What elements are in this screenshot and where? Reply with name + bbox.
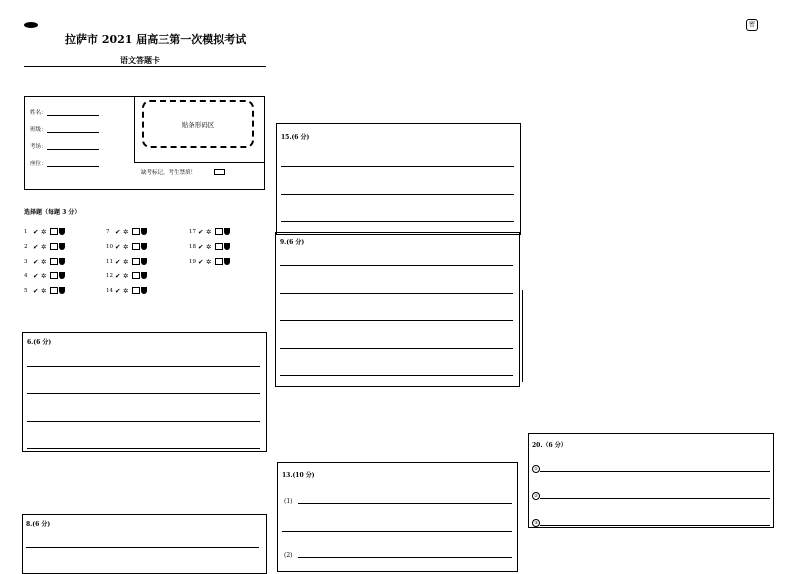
choice-item [106, 243, 158, 252]
writing-line[interactable] [540, 471, 770, 472]
option-check[interactable]: ✔ [33, 287, 39, 295]
choice-section-title: 选择题（每题 3 分） [24, 209, 81, 216]
writing-line[interactable] [280, 348, 513, 349]
writing-line[interactable] [280, 320, 513, 321]
class-field[interactable] [47, 132, 99, 133]
info-divider [134, 162, 265, 163]
choice-number: 17 [189, 229, 196, 235]
choice-number: 14 [106, 288, 113, 294]
writing-line[interactable] [27, 366, 260, 367]
choice-item [24, 287, 76, 296]
answer-box-q9 [275, 232, 520, 387]
question-label-q6: 6.(6 分) [27, 339, 52, 346]
corner-mark: 密 [746, 19, 758, 31]
choice-number: 18 [189, 244, 196, 250]
choice-item [106, 272, 158, 281]
option-check[interactable]: ✔ [33, 243, 39, 251]
option-shield-icon[interactable] [59, 287, 65, 294]
option-box[interactable] [215, 228, 223, 235]
option-star[interactable]: ✲ [41, 258, 47, 266]
option-shield-icon[interactable] [141, 243, 147, 250]
option-star[interactable]: ✲ [41, 228, 47, 236]
choice-number: 11 [106, 259, 113, 265]
name-field[interactable] [47, 115, 99, 116]
choice-item [189, 243, 241, 252]
choice-number: 5 [24, 288, 28, 294]
circled-number-3: ③ [532, 519, 540, 527]
option-shield-icon[interactable] [224, 228, 230, 235]
choice-item [106, 258, 158, 267]
option-box[interactable] [215, 243, 223, 250]
choice-item [106, 228, 158, 237]
choice-number: 4 [24, 273, 28, 279]
sub-question-label: (2) [284, 552, 293, 559]
barcode-label: 贴条形码区 [181, 120, 215, 129]
choice-number: 10 [106, 244, 113, 250]
option-star[interactable]: ✲ [41, 287, 47, 295]
writing-line[interactable] [281, 194, 514, 195]
option-star[interactable]: ✲ [123, 228, 129, 236]
box-edge [520, 290, 523, 382]
barcode-area [142, 100, 254, 148]
choice-number: 2 [24, 244, 28, 250]
seat-label: 座位： [30, 161, 47, 167]
writing-line[interactable] [540, 525, 770, 526]
question-label-q8: 8.(6 分) [26, 521, 51, 528]
option-shield-icon[interactable] [59, 228, 65, 235]
corner-blob-icon [24, 22, 38, 28]
writing-line[interactable] [281, 166, 514, 167]
choice-item [24, 243, 76, 252]
answer-box-q8 [22, 514, 267, 574]
writing-line[interactable] [281, 221, 514, 222]
circled-number-1: ① [532, 465, 540, 473]
choice-number: 1 [24, 229, 28, 235]
option-check[interactable]: ✔ [33, 272, 39, 280]
option-star[interactable]: ✲ [123, 287, 129, 295]
question-label-q13: 13.(10 分) [282, 472, 315, 479]
option-box[interactable] [50, 287, 58, 294]
option-check[interactable]: ✔ [198, 243, 204, 251]
circled-number-2: ② [532, 492, 540, 500]
option-star[interactable]: ✲ [206, 243, 212, 251]
option-box[interactable] [132, 287, 140, 294]
title-underline [24, 66, 266, 67]
writing-line[interactable] [282, 531, 512, 532]
exam-room-field[interactable] [47, 149, 99, 150]
option-star[interactable]: ✲ [123, 258, 129, 266]
option-check[interactable]: ✔ [115, 243, 121, 251]
option-star[interactable]: ✲ [206, 228, 212, 236]
option-shield-icon[interactable] [141, 272, 147, 279]
answer-box-q15 [276, 123, 521, 235]
question-label-q9: 9.(6 分) [280, 239, 305, 246]
choice-item [24, 272, 76, 281]
writing-line[interactable] [27, 448, 260, 449]
option-shield-icon[interactable] [141, 258, 147, 265]
option-check[interactable]: ✔ [115, 287, 121, 295]
option-shield-icon[interactable] [141, 287, 147, 294]
option-box[interactable] [50, 228, 58, 235]
option-box[interactable] [132, 228, 140, 235]
option-shield-icon[interactable] [141, 228, 147, 235]
option-star[interactable]: ✲ [206, 258, 212, 266]
option-box[interactable] [50, 258, 58, 265]
writing-line[interactable] [540, 498, 770, 499]
class-label: 班级： [30, 127, 47, 133]
page-subtitle: 语文答题卡 [120, 55, 160, 65]
option-shield-icon[interactable] [59, 243, 65, 250]
choice-item [189, 258, 241, 267]
option-star[interactable]: ✲ [123, 272, 129, 280]
writing-line[interactable] [280, 375, 513, 376]
writing-line[interactable] [27, 421, 260, 422]
option-check[interactable]: ✔ [115, 228, 121, 236]
absent-label: 缺考标记，考生禁填！ [141, 170, 197, 176]
question-label-q15: 15.(6 分) [281, 134, 310, 141]
choice-item [106, 287, 158, 296]
option-box[interactable] [50, 243, 58, 250]
option-box[interactable] [50, 272, 58, 279]
option-shield-icon[interactable] [224, 258, 230, 265]
option-star[interactable]: ✲ [123, 243, 129, 251]
choice-item [24, 228, 76, 237]
option-check[interactable]: ✔ [198, 258, 204, 266]
info-divider [134, 96, 135, 162]
option-star[interactable]: ✲ [41, 272, 47, 280]
sub-question-label: (1) [284, 498, 293, 505]
option-shield-icon[interactable] [59, 272, 65, 279]
choice-number: 19 [189, 259, 196, 265]
option-check[interactable]: ✔ [115, 258, 121, 266]
seat-field[interactable] [47, 166, 99, 167]
writing-line[interactable] [280, 265, 513, 266]
option-shield-icon[interactable] [59, 258, 65, 265]
option-box[interactable] [132, 272, 140, 279]
choice-item [24, 258, 76, 267]
page-title: 拉萨市 2021 届高三第一次模拟考试 [65, 33, 247, 46]
option-check[interactable]: ✔ [33, 228, 39, 236]
option-check[interactable]: ✔ [115, 272, 121, 280]
option-star[interactable]: ✲ [41, 243, 47, 251]
question-label-q20: 20.（6 分） [532, 442, 567, 449]
writing-line[interactable] [26, 547, 259, 548]
option-shield-icon[interactable] [224, 243, 230, 250]
choice-item [189, 228, 241, 237]
option-box[interactable] [215, 258, 223, 265]
option-check[interactable]: ✔ [33, 258, 39, 266]
absent-mark-box[interactable] [214, 169, 225, 175]
writing-line[interactable] [298, 503, 512, 504]
choice-number: 3 [24, 259, 28, 265]
choice-number: 7 [106, 229, 110, 235]
option-check[interactable]: ✔ [198, 228, 204, 236]
writing-line[interactable] [298, 557, 512, 558]
answer-box-q6 [22, 332, 267, 452]
option-box[interactable] [132, 258, 140, 265]
option-box[interactable] [132, 243, 140, 250]
writing-line[interactable] [280, 293, 513, 294]
exam-room-label: 考场： [30, 144, 47, 150]
name-label: 姓名： [30, 110, 47, 116]
choice-number: 12 [106, 273, 113, 279]
writing-line[interactable] [27, 393, 260, 394]
